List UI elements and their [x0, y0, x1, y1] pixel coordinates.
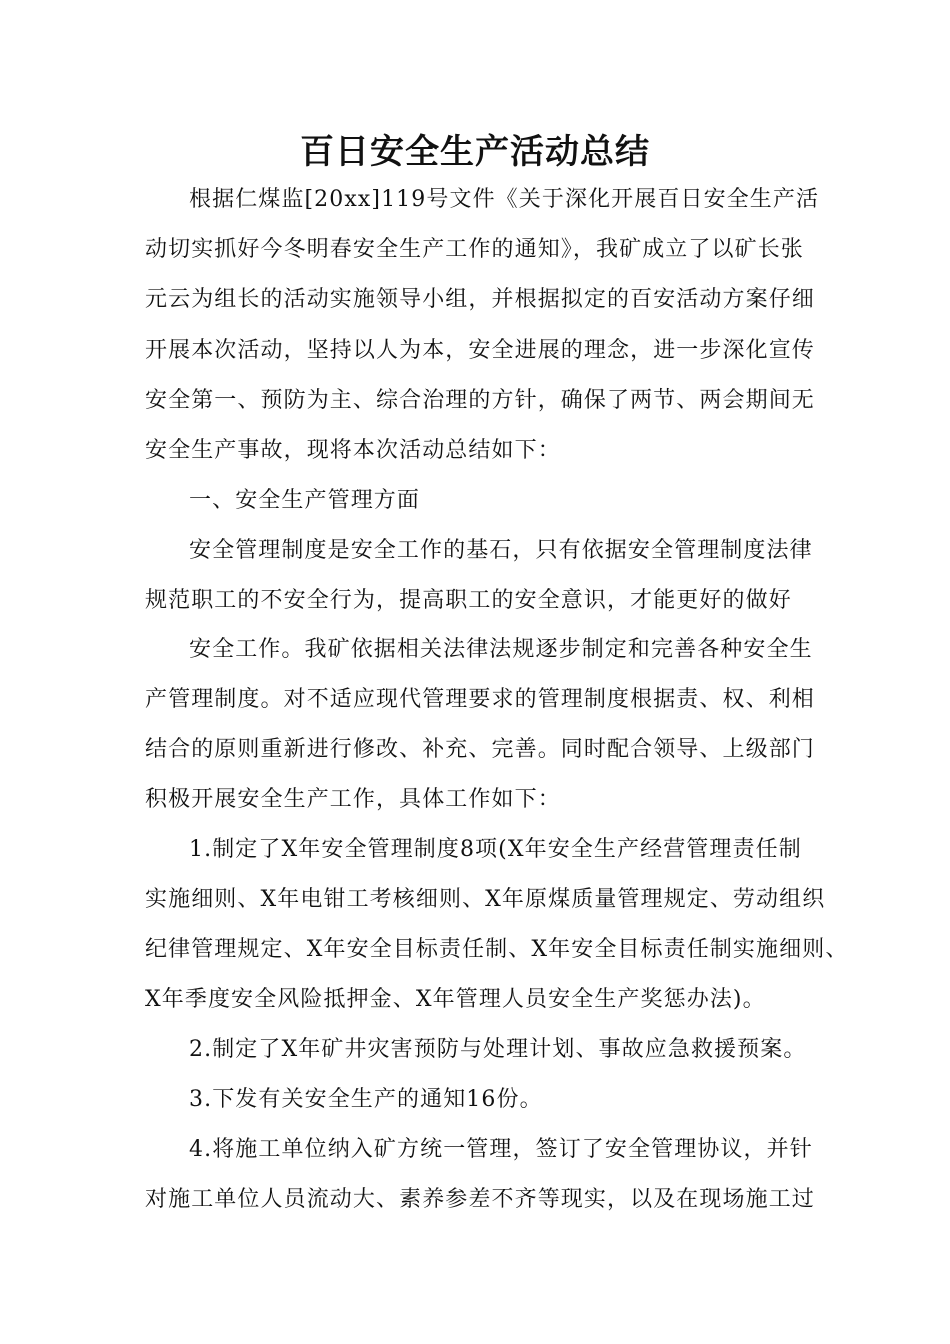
list-item-line: 2.制定了X年矿井灾害预防与处理计划、事故应急救援预案。 — [189, 1037, 807, 1062]
paragraph-line: 规范职工的不安全行为，提高职工的安全意识，才能更好的做好 — [145, 588, 792, 613]
list-item-line: 对施工单位人员流动大、素养参差不齐等现实，以及在现场施工过 — [145, 1187, 815, 1212]
paragraph-line: 结合的原则重新进行修改、补充、完善。同时配合领导、上级部门 — [145, 737, 815, 762]
list-item-line: 1.制定了X年安全管理制度8项(X年安全生产经营管理责任制 — [189, 837, 802, 862]
paragraph-line: 安全第一、预防为主、综合治理的方针，确保了两节、两会期间无 — [145, 388, 815, 413]
list-item-line: X年季度安全风险抵押金、X年管理人员安全生产奖惩办法)。 — [145, 987, 766, 1012]
paragraph-line: 积极开展安全生产工作，具体工作如下： — [145, 787, 561, 812]
paragraph-line: 安全管理制度是安全工作的基石，只有依据安全管理制度法律 — [189, 538, 813, 563]
list-item-line: 纪律管理规定、X年安全目标责任制、X年安全目标责任制实施细则、 — [145, 937, 849, 962]
paragraph-line: 根据仁煤监[20xx]119号文件《关于深化开展百日安全生产活 — [189, 187, 820, 212]
list-item-line: 实施细则、X年电钳工考核细则、X年原煤质量管理规定、劳动组织 — [145, 887, 826, 912]
paragraph-line: 产管理制度。对不适应现代管理要求的管理制度根据责、权、利相 — [145, 687, 815, 712]
paragraph-line: 安全工作。我矿依据相关法律法规逐步制定和完善各种安全生 — [189, 637, 813, 662]
document-title: 百日安全生产活动总结 — [300, 132, 650, 172]
paragraph-line: 开展本次活动，坚持以人为本，安全进展的理念，进一步深化宣传 — [145, 338, 815, 363]
list-item-line: 3.下发有关安全生产的通知16份。 — [189, 1087, 543, 1112]
list-item-line: 4.将施工单位纳入矿方统一管理，签订了安全管理协议，并针 — [189, 1137, 813, 1162]
paragraph-line: 安全生产事故，现将本次活动总结如下： — [145, 438, 561, 463]
paragraph-line: 动切实抓好今冬明春安全生产工作的通知》，我矿成立了以矿长张 — [145, 237, 804, 262]
section-heading: 一、安全生产管理方面 — [189, 488, 421, 513]
paragraph-line: 元云为组长的活动实施领导小组，并根据拟定的百安活动方案仔细 — [145, 287, 815, 312]
